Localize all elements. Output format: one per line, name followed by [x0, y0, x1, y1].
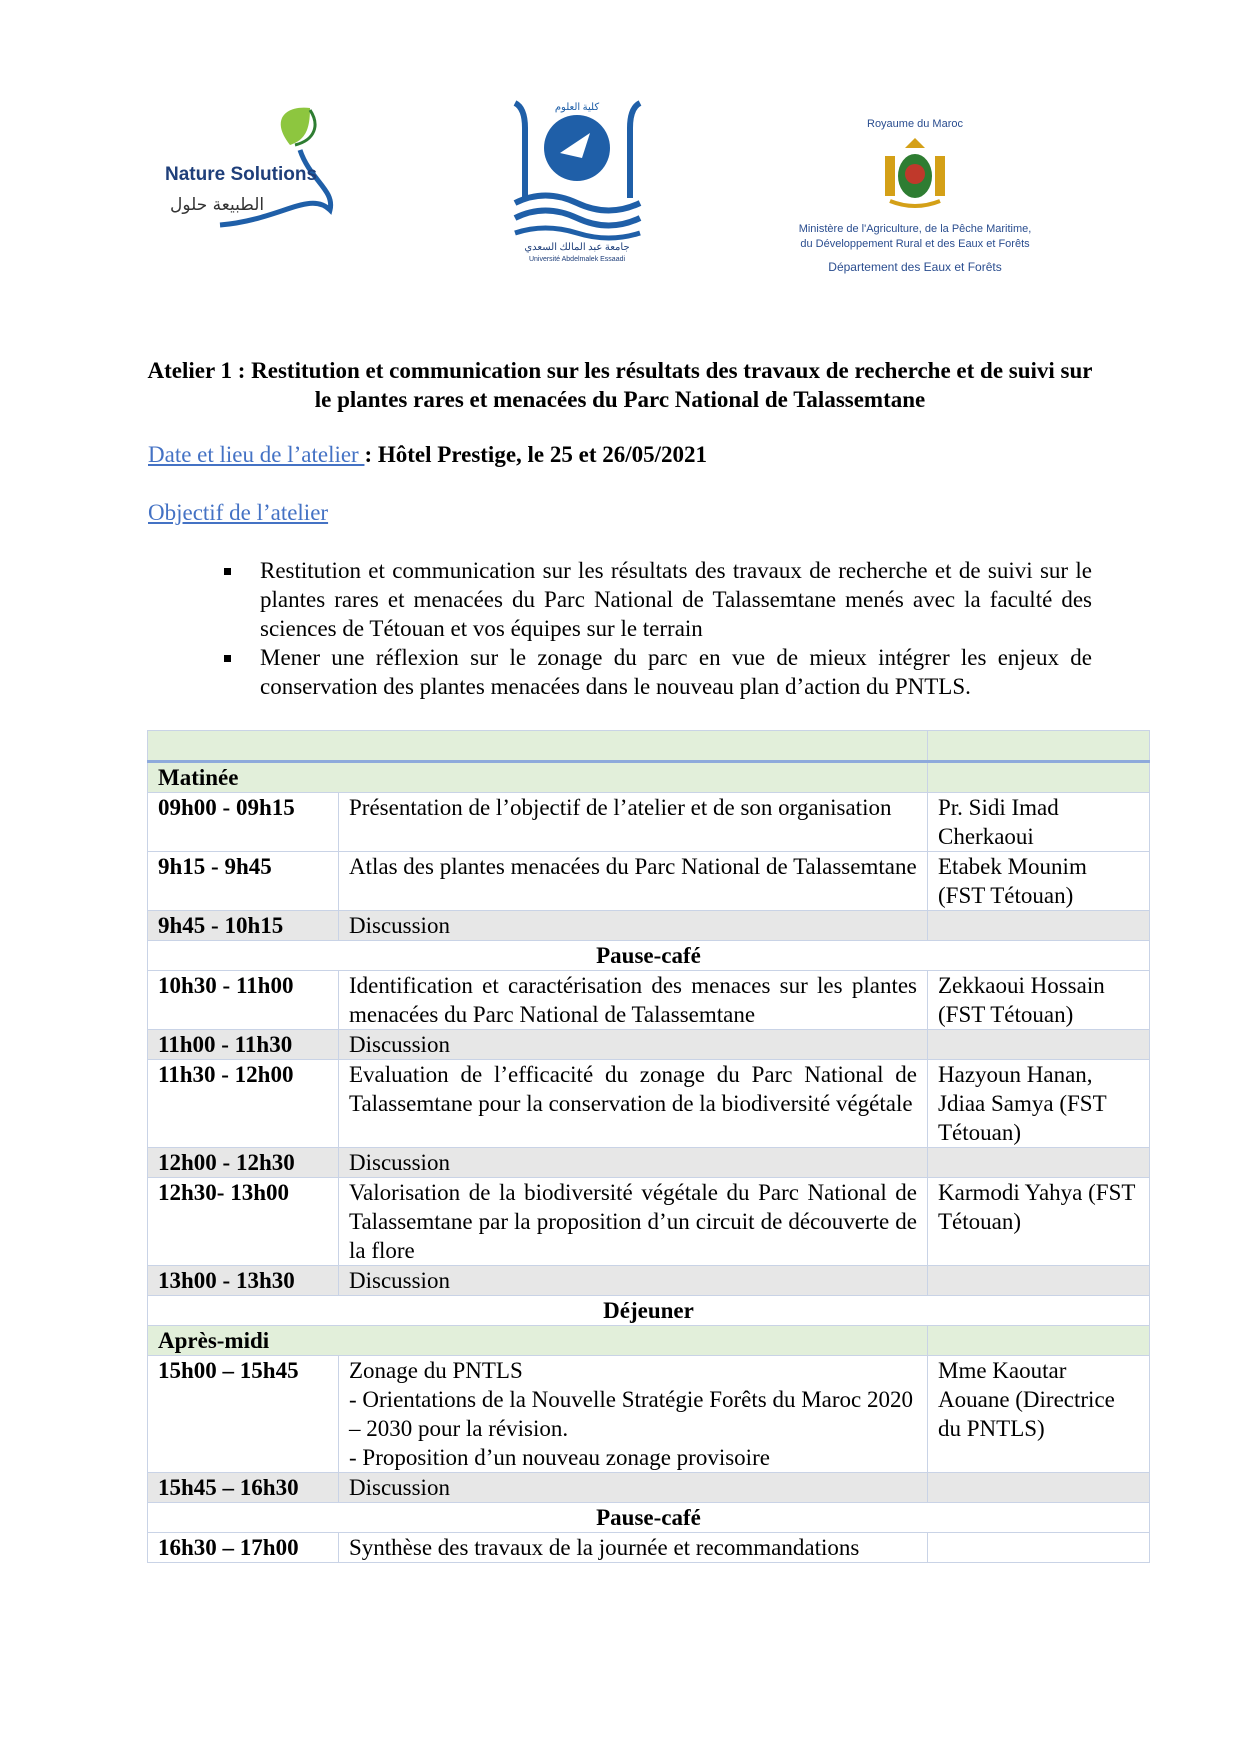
table-row	[148, 1533, 1150, 1563]
break-row	[148, 1503, 1150, 1533]
time-cell: 15h00 – 15h45	[148, 1356, 339, 1473]
subject-cell: Synthèse des travaux de la journée et recommandations	[339, 1533, 928, 1563]
table-row	[148, 793, 1150, 852]
break-row	[148, 1296, 1150, 1326]
table-row	[148, 1473, 1150, 1503]
subject-cell: Discussion	[339, 1030, 928, 1060]
svg-text:جامعة عبد المالك السعدي: جامعة عبد المالك السعدي	[524, 242, 630, 253]
subject-cell: Evaluation de l’efficacité du zonage du Parc National de Talassemtane pour la conservation de la biodiversité végétale	[339, 1060, 928, 1148]
subject-cell: Atlas des plantes menacées du Parc National de Talassemtane	[339, 852, 928, 911]
speaker-cell: Hazyoun Hanan, Jdiaa Samya (FST Tétouan)	[928, 1060, 1150, 1148]
table-row	[148, 971, 1150, 1030]
objectives-list	[220, 556, 1092, 701]
university-logo	[510, 98, 645, 263]
speaker-cell: Karmodi Yahya (FST Tétouan)	[928, 1178, 1150, 1266]
break-label: Pause-café	[148, 941, 1150, 971]
svg-text:Nature Solutions: Nature Solutions	[165, 164, 318, 185]
date-value: : Hôtel Prestige, le 25 et 26/05/2021	[364, 442, 708, 467]
table-row	[148, 1356, 1150, 1473]
table-row	[148, 852, 1150, 911]
section-label: Matinée	[148, 762, 928, 793]
document-title: Atelier 1 : Restitution et communication sur les résultats des travaux de recherche et de suivi sur le plantes rares et menacées du Parc National de Talassemtane	[147, 358, 1093, 412]
time-cell: 9h15 - 9h45	[148, 852, 339, 911]
objective-item: Restitution et communication sur les résultats des travaux de recherche et de suivi sur le plantes rares et menacées du Parc National de Talassemtane menés avec la faculté des sciences de Tétouan et vos équipes sur le terrain	[220, 556, 1092, 643]
time-cell: 11h00 - 11h30	[148, 1030, 339, 1060]
time-cell: 10h30 - 11h00	[148, 971, 339, 1030]
time-cell: 15h45 – 16h30	[148, 1473, 339, 1503]
subject-line: - Orientations de la Nouvelle Stratégie Forêts du Maroc 2020 – 2030 pour la révision.	[349, 1387, 913, 1441]
speaker-cell	[928, 1030, 1150, 1060]
subject-cell: Discussion	[339, 1148, 928, 1178]
time-cell: 9h45 - 10h15	[148, 911, 339, 941]
time-cell: 12h00 - 12h30	[148, 1148, 339, 1178]
svg-text:كلية العلوم: كلية العلوم	[554, 102, 600, 113]
date-location-line	[148, 442, 707, 468]
time-cell: 12h30- 13h00	[148, 1178, 339, 1266]
date-label-link[interactable]: Date et lieu de l’atelier	[148, 442, 365, 467]
subject-cell	[339, 1356, 928, 1473]
objective-label-link[interactable]: Objectif de l’atelier	[148, 500, 329, 525]
table-row	[148, 1266, 1150, 1296]
coat-of-arms-icon	[880, 136, 950, 211]
svg-text:Université Abdelmalek Essaadi: Université Abdelmalek Essaadi	[528, 256, 626, 263]
table-row	[148, 1178, 1150, 1266]
subject-cell: Discussion	[339, 1473, 928, 1503]
speaker-cell	[928, 911, 1150, 941]
subject-cell: Discussion	[339, 911, 928, 941]
objective-item: Mener une réflexion sur le zonage du parc en vue de mieux intégrer les enjeux de conservation des plantes menacées dans le nouveau plan d’action du PNTLS.	[220, 643, 1092, 701]
speaker-cell: Mme Kaoutar Aouane (Directrice du PNTLS)	[928, 1356, 1150, 1473]
speaker-cell	[928, 1533, 1150, 1563]
ministry-logo	[790, 118, 1040, 288]
time-cell: 13h00 - 13h30	[148, 1266, 339, 1296]
speaker-cell	[928, 1148, 1150, 1178]
ministry-name-2: du Développement Rural et des Eaux et Forêts	[800, 238, 1030, 250]
time-cell: 11h30 - 12h00	[148, 1060, 339, 1148]
subject-cell: Discussion	[339, 1266, 928, 1296]
ministry-country: Royaume du Maroc	[867, 118, 963, 130]
table-header-row	[148, 731, 1150, 762]
speaker-cell: Etabek Mounim (FST Tétouan)	[928, 852, 1150, 911]
schedule-table	[147, 730, 1150, 1563]
break-label: Déjeuner	[148, 1296, 1150, 1326]
nature-solutions-logo	[160, 100, 370, 250]
speaker-cell	[928, 1473, 1150, 1503]
table-row	[148, 1148, 1150, 1178]
table-row	[148, 1060, 1150, 1148]
ministry-name-1: Ministère de l'Agriculture, de la Pêche Maritime,	[798, 223, 1032, 235]
speaker-cell: Pr. Sidi Imad Cherkaoui	[928, 793, 1150, 852]
section-row-afternoon	[148, 1326, 1150, 1356]
ministry-department: Département des Eaux et Forêts	[828, 260, 1002, 274]
subject-cell: Présentation de l’objectif de l’atelier et de son organisation	[339, 793, 928, 852]
subject-line: - Proposition d’un nouveau zonage provisoire	[349, 1445, 770, 1470]
section-label: Après-midi	[148, 1326, 928, 1356]
objective-heading	[148, 500, 328, 526]
table-row	[148, 911, 1150, 941]
subject-cell: Valorisation de la biodiversité végétale du Parc National de Talassemtane par la proposition d’un circuit de découverte de la flore	[339, 1178, 928, 1266]
table-row	[148, 1030, 1150, 1060]
break-row	[148, 941, 1150, 971]
time-cell: 09h00 - 09h15	[148, 793, 339, 852]
time-cell: 16h30 – 17h00	[148, 1533, 339, 1563]
subject-cell: Identification et caractérisation des menaces sur les plantes menacées du Parc National de Talassemtane	[339, 971, 928, 1030]
svg-text:الطبيعة حلول: الطبيعة حلول	[170, 195, 265, 215]
break-label: Pause-café	[148, 1503, 1150, 1533]
section-row-morning	[148, 762, 1150, 793]
speaker-cell	[928, 1266, 1150, 1296]
speaker-cell: Zekkaoui Hossain (FST Tétouan)	[928, 971, 1150, 1030]
subject-line: Zonage du PNTLS	[349, 1358, 523, 1383]
